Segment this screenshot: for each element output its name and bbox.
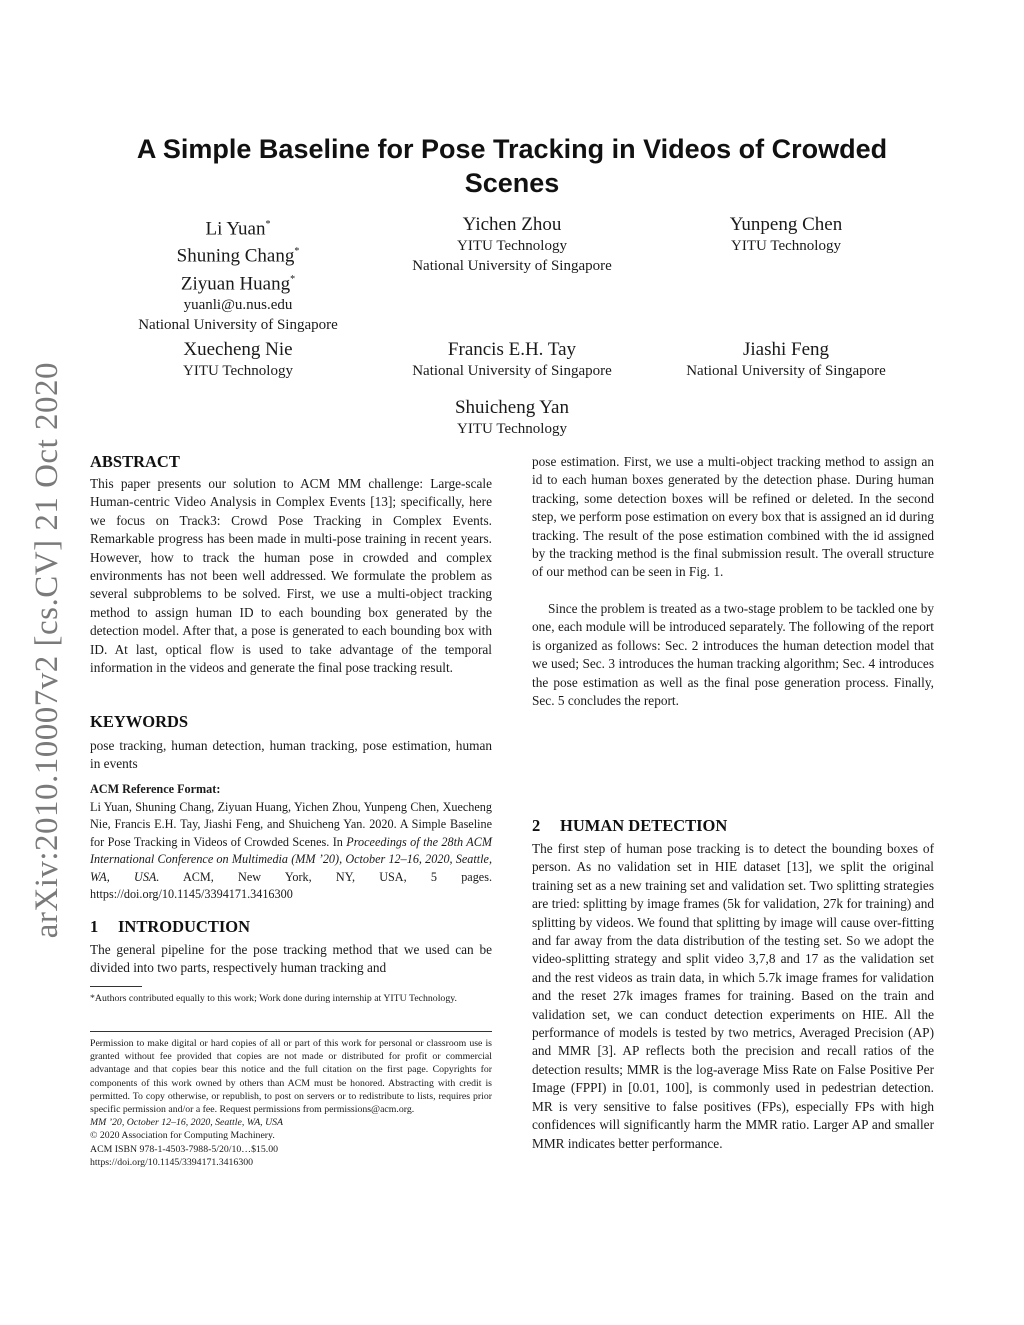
footnote-rule (90, 986, 142, 987)
author-name: Xuecheng Nie (183, 339, 293, 360)
abstract-heading: ABSTRACT (90, 452, 180, 471)
permission-rule (90, 1031, 492, 1032)
intro-text-left: The general pipeline for the pose tracking method that we used can be divided into two parts, respectively human tracking and (90, 942, 492, 976)
author-name: Shuning Chang* (176, 245, 300, 267)
keywords-text: pose tracking, human detection, human tracking, pose estimation, human in events (90, 738, 492, 772)
author-name: Francis E.H. Tay (447, 339, 577, 360)
permission-isbn: ACM ISBN 978-1-4503-7988-5/20/10…$15.00 (90, 1143, 279, 1155)
author-block-5 (392, 338, 632, 381)
author-block-2 (392, 213, 632, 276)
author-name: Shuicheng Yan (454, 397, 569, 418)
author-block-7 (392, 396, 632, 439)
author-name: Yichen Zhou (462, 214, 562, 235)
section-1-heading: 1 INTRODUCTION (90, 917, 251, 936)
acm-reference-venue: Proceedings of the 28th ACM International Conference on Multimedia (MM ’20), October 12–16, 2020, Seattle, WA, USA. (90, 834, 492, 884)
acm-reference-tail: ACM, New York, NY, USA, 5 pages. https://doi.org/10.1145/3394171.3416300 (90, 869, 493, 901)
author-affiliation: YITU Technology (183, 363, 293, 379)
author-block-6 (666, 338, 906, 381)
section-2-heading: 2 HUMAN DETECTION (532, 816, 728, 835)
intro-text-right: pose estimation. First, we use a multi-object tracking method to assign an id to each human boxes generated by the detection phase. During human tracking, some detection boxes will be refined or deleted. In the second step, we perform pose estimation on every box that is assigned an id during tracking. The result of the pose estimation combined with the id assigned by the tracking method is the final submission result. The overall structure of our method can be seen in Fig. 1. (532, 454, 934, 580)
author-name: Jiashi Feng (742, 339, 830, 360)
author-name: Yunpeng Chen (729, 214, 843, 235)
acm-reference-heading: ACM Reference Format: (90, 782, 221, 796)
permission-doi: https://doi.org/10.1145/3394171.3416300 (90, 1156, 254, 1168)
author-affiliation: YITU Technology (731, 238, 841, 254)
author-affiliation: National University of Singapore (686, 363, 886, 379)
author-block-3 (666, 213, 906, 256)
author-block-4 (118, 338, 358, 381)
detection-text: The first step of human pose tracking is to detect the bounding boxes of person. As no validation set in HIE dataset [13], we split the original training set as a new training set and validation set. Two splitting strategies are tried: splitting by image frames (5k for validation, 27k for training) and splitting by videos. We found that splitting by image will cause over-fitting and far away from the data distribution of the testing set. So we adopt the video-splitting strategy and split video 3,7,8 and 17 as the validation set and the rest videos as train data, in which 5.7k image frames for validation and the reset 27k images frames for training. Based on the train and validation set, we can conduct detection experiments on HIE. All the performance of models is tested by two metrics, Averaged Precision (AP) and MMR [3]. AP reflects both the precision and recall ratios of the detection results; MMR is the log-average Miss Rate on False Positive Per Image (FPPI) in [0.01, 100], is commonly used in pedestrian detection. MR is very sensitive to false positives (FPs), especially FPs with high confidences will significantly harm the MMR ratio. Larger AP and smaller MMR indicates better performance. (532, 841, 934, 1151)
permission-copyright: © 2020 Association for Computing Machinery. (90, 1130, 275, 1142)
author-name: Ziyuan Huang* (180, 272, 296, 294)
intro-text-right-2: Since the problem is treated as a two-stage problem to be tackled one by one, each module will be introduced separately. The following of the report is organized as follows: Sec. 2 introduces the human detection model that we used; Sec. 3 introduces the human tracking algorithm; Sec. 4 introduces the pose estimation as well as the final pose generation process. Finally, Sec. 5 concludes the report. (532, 601, 934, 709)
abstract-text: This paper presents our solution to ACM MM challenge: Large-scale Human-centric Video Analysis in Complex Events [13]; specifically, here we focus on Track3: Crowd Pose Tracking in Complex Events. Remarkable progress has been made in multi-pose training in recent years. However, how to track the human pose in crowded and complex environments has not been well addressed. We formulate the problem as several subproblems to be solved. First, we use a multi-object tracking method to assign human ID to each bounding box generated by the detection model. After that, a pose is generated to each bounding box with ID. At last, optical flow is used to take advantage of the temporal information in the videos and generate the final pose tracking result. (90, 476, 492, 676)
author-email: yuanli@u.nus.edu (183, 296, 293, 313)
author-affiliation: National University of Singapore (412, 363, 612, 379)
acm-reference-authors: Li Yuan, Shuning Chang, Ziyuan Huang, Yichen Zhou, Yunpeng Chen, Xuecheng Nie, Francis E.H. Tay, Jiashi Feng, and Shuicheng Yan. 2020. A Simple Baseline for Pose Tracking in Videos of Crowded Scenes. In (90, 799, 492, 849)
author-name: Li Yuan* (205, 218, 271, 240)
author-affiliation: National University of Singapore (138, 316, 338, 333)
author-block-1 (118, 213, 358, 335)
author-affiliation: YITU Technology (457, 421, 567, 437)
permission-block (90, 1037, 492, 1169)
arxiv-stamp (22, 355, 72, 945)
permission-conf: MM ’20, October 12–16, 2020, Seattle, WA, USA (90, 1117, 284, 1129)
footnote: *Authors contributed equally to this work; Work done during internship at YITU Technology. (90, 993, 457, 1004)
author-affiliation: YITU Technology (457, 238, 567, 254)
acm-reference (90, 781, 492, 904)
permission-text: Permission to make digital or hard copies of all or part of this work for personal or classroom use is granted without fee provided that copies are not made or distributed for profit or commercial advantage and that copies bear this notice and the full citation on the first page. Copyrights for components of this work owned by others than ACM must be honored. Abstracting with credit is permitted. To copy otherwise, or republish, to post on servers or to redistribute to lists, requires prior specific permission and/or a fee. Request permissions from permissions@acm.org. (90, 1038, 492, 1116)
arxiv-stamp-text: arXiv:2010.10007v2 [cs.CV] 21 Oct 2020 (28, 361, 65, 939)
keywords-heading: KEYWORDS (90, 712, 189, 731)
author-affiliation: National University of Singapore (412, 258, 612, 274)
paper-title: A Simple Baseline for Pose Tracking in Videos of Crowded Scenes (136, 134, 888, 198)
